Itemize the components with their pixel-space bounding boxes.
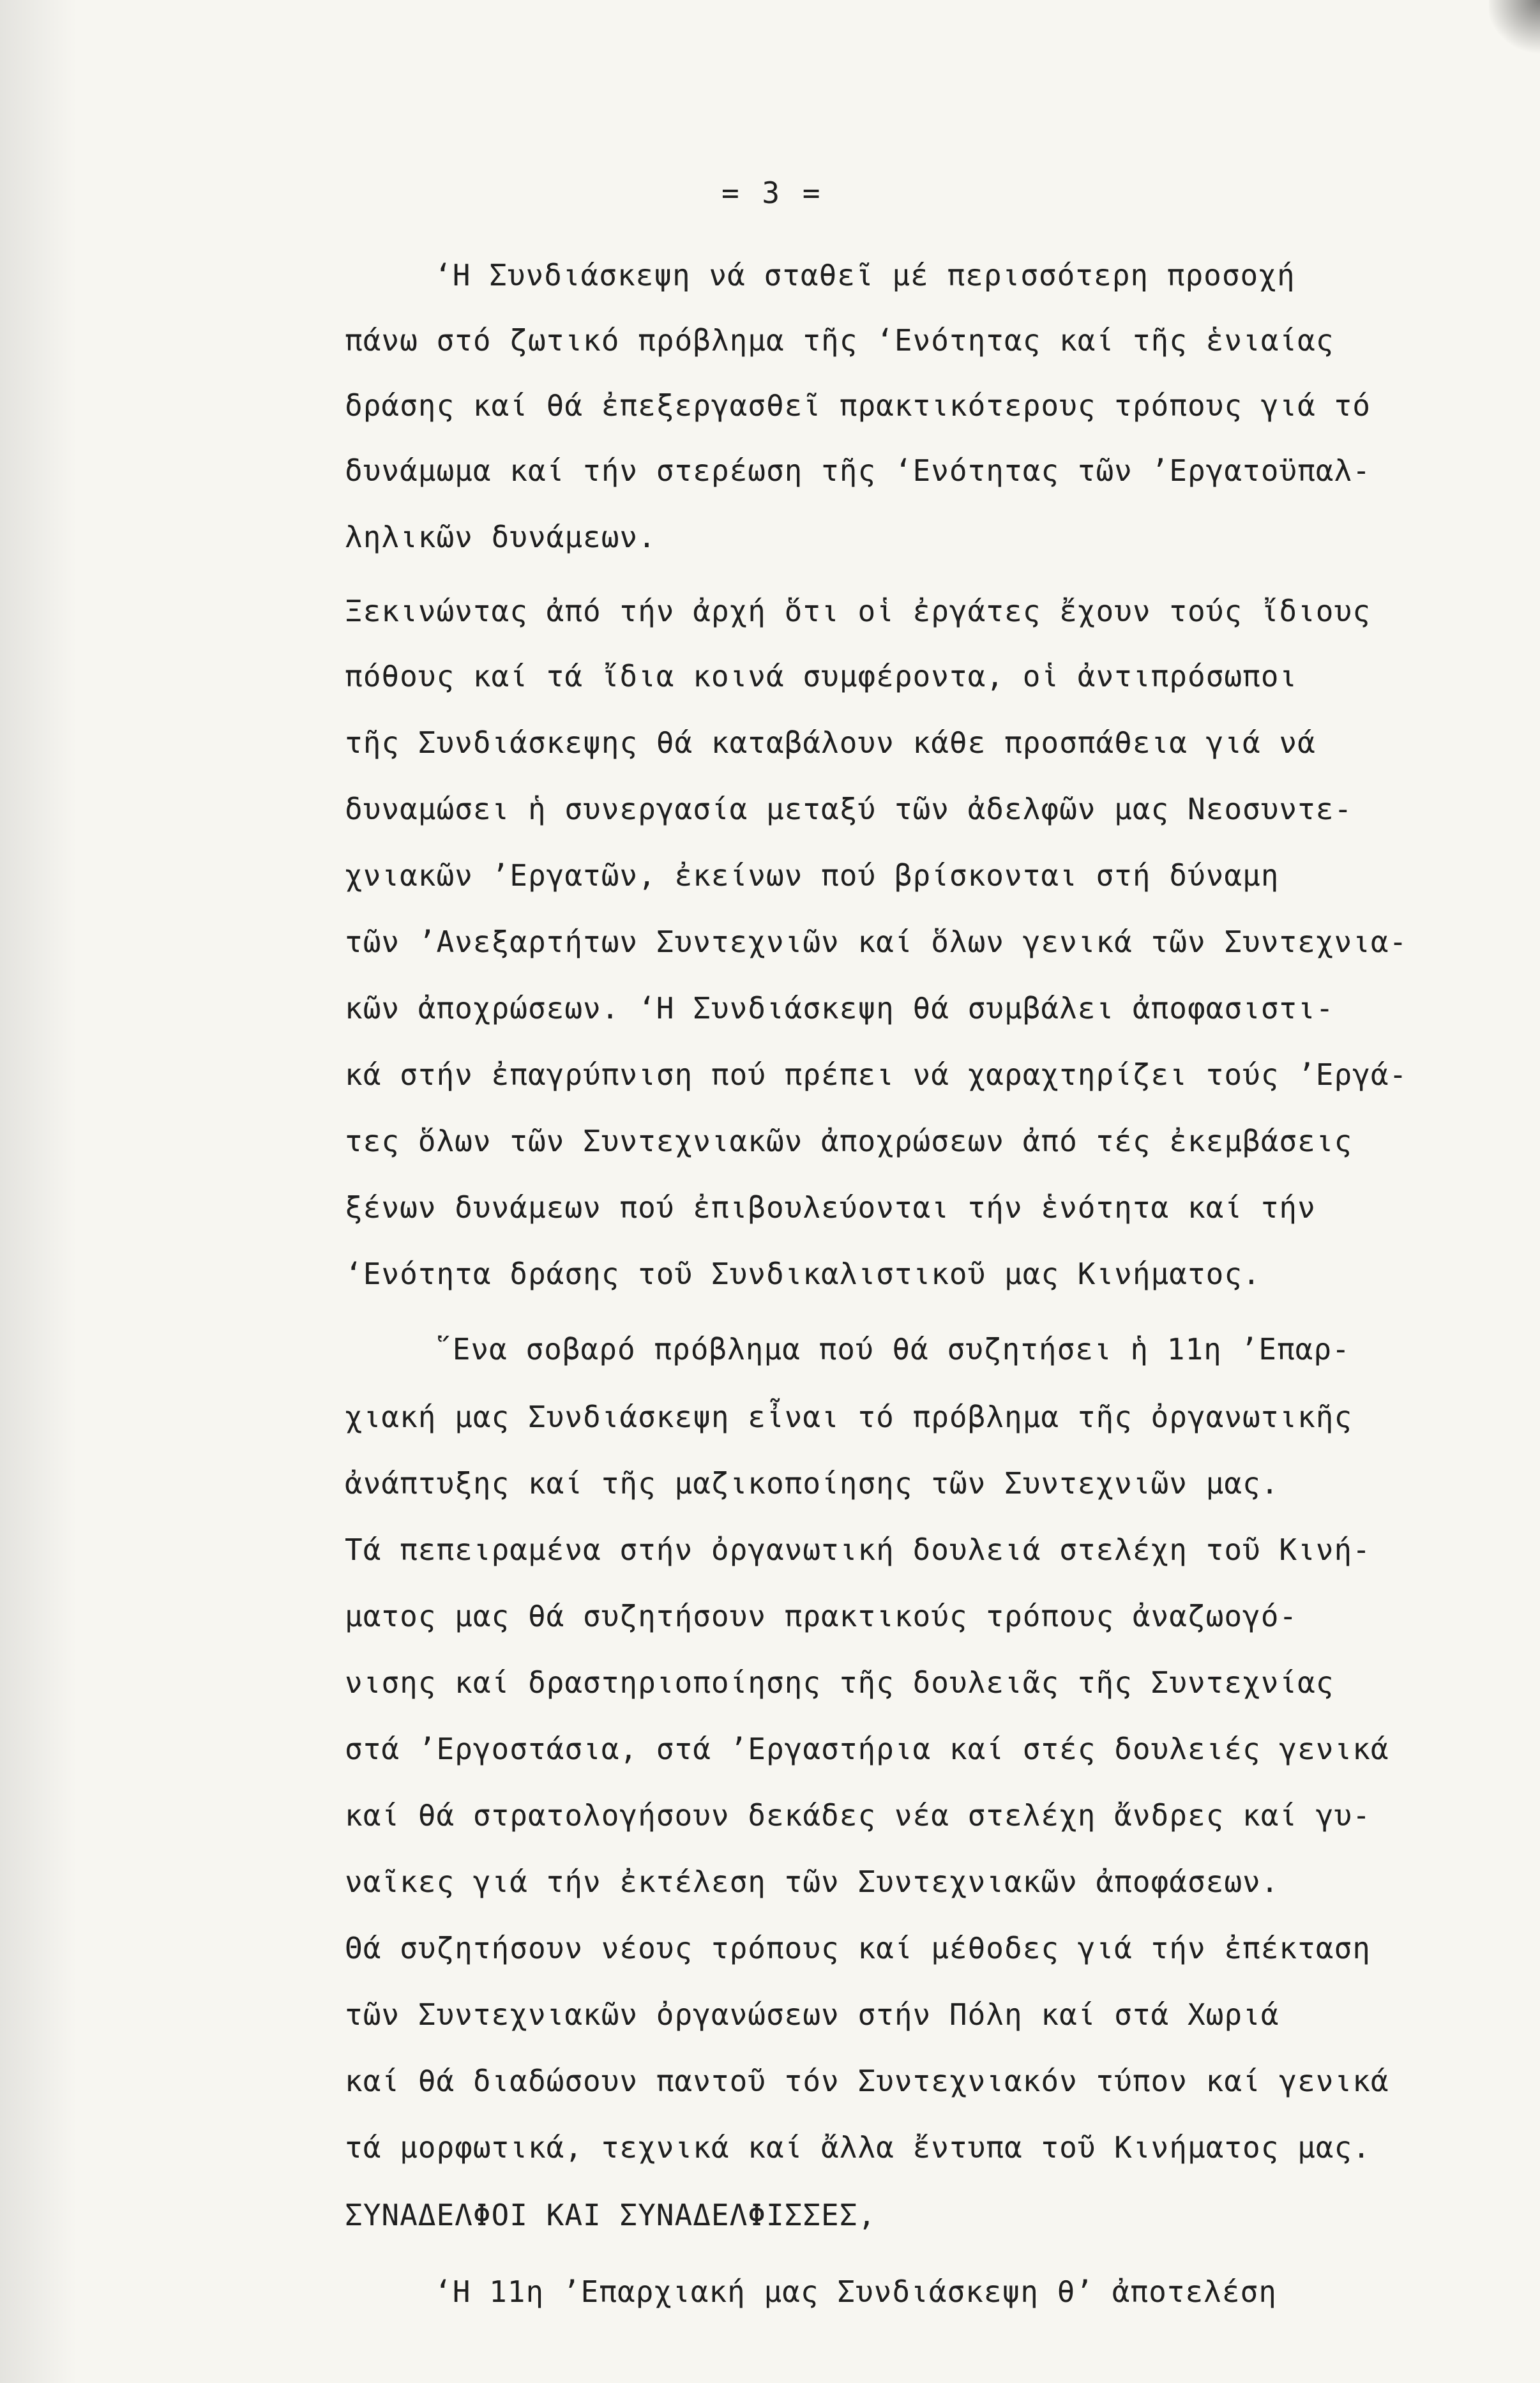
text-line: δυνάμωμα καί τήν στερέωση τῆς ‘Ενότητας τῶν ’Εργατοϋπαλ- bbox=[345, 453, 1371, 488]
text-line: καί θά στρατολογήσουν δεκάδες νέα στελέχη ἄνδρες καί γυ- bbox=[345, 1798, 1371, 1833]
scan-corner-mark bbox=[1489, 0, 1540, 57]
text-line: κά στήν ἐπαγρύπνιση πού πρέπει νά χαραχτηρίζει τούς ’Εργά- bbox=[345, 1057, 1408, 1092]
section-heading: ΣΥΝΑΔΕΛΦΟΙ ΚΑΙ ΣΥΝΑΔΕΛΦΙΣΣΕΣ, bbox=[345, 2198, 877, 2232]
text-line: πάνω στό ζωτικό πρόβλημα τῆς ‘Ενότητας καί τῆς ἑνιαίας bbox=[345, 323, 1334, 358]
text-line: χιακή μας Συνδιάσκεψη εἶναι τό πρόβλημα τῆς ὀργανωτικῆς bbox=[345, 1400, 1353, 1434]
text-line: ληλικῶν δυνάμεων. bbox=[345, 520, 656, 554]
text-line: δυναμώσει ἡ συνεργασία μεταξύ τῶν ἀδελφῶν μας Νεοσυντε- bbox=[345, 792, 1353, 826]
text-line: νισης καί δραστηριοποίησης τῆς δουλειᾶς τῆς Συντεχνίας bbox=[345, 1665, 1334, 1700]
text-line: χνιακῶν ’Εργατῶν, ἐκείνων πού βρίσκονται στή δύναμη bbox=[345, 858, 1280, 893]
text-line: Τά πεπειραμένα στήν ὀργανωτική δουλειά στελέχη τοῦ Κινή- bbox=[345, 1532, 1371, 1567]
page-number: = 3 = bbox=[721, 176, 823, 210]
text-line: ῞Ενα σοβαρό πρόβλημα πού θά συζητήσει ἡ 11η ’Επαρ- bbox=[434, 1332, 1350, 1366]
text-line: ναῖκες γιά τήν ἐκτέλεση τῶν Συντεχνιακῶν ἀποφάσεων. bbox=[345, 1865, 1280, 1899]
text-line: δράσης καί θά ἐπεξεργασθεῖ πρακτικότερους τρόπους γιά τό bbox=[345, 388, 1371, 423]
text-line: τῶν Συντεχνιακῶν ὀργανώσεων στήν Πόλη καί στά Χωριά bbox=[345, 1997, 1280, 2032]
text-line: τες ὅλων τῶν Συντεχνιακῶν ἀποχρώσεων ἀπό τές ἐκεμβάσεις bbox=[345, 1124, 1353, 1158]
text-line: κῶν ἀποχρώσεων. ‘Η Συνδιάσκεψη θά συμβάλει ἀποφασιστι- bbox=[345, 991, 1334, 1025]
text-line: ‘Η Συνδιάσκεψη νά σταθεῖ μέ περισσότερη προσοχή bbox=[434, 258, 1295, 292]
text-line: ‘Η 11η ’Επαρχιακή μας Συνδιάσκεψη θ’ ἀποτελέση bbox=[434, 2274, 1277, 2309]
text-line: στά ’Εργοστάσια, στά ’Εργαστήρια καί στές δουλειές γενικά bbox=[345, 1732, 1389, 1766]
text-line: ἀνάπτυξης καί τῆς μαζικοποίησης τῶν Συντεχνιῶν μας. bbox=[345, 1466, 1280, 1501]
text-line: τῆς Συνδιάσκεψης θά καταβάλουν κάθε προσπάθεια γιά νά bbox=[345, 725, 1316, 760]
text-line: ματος μας θά συζητήσουν πρακτικούς τρόπους ἀναζωογό- bbox=[345, 1599, 1298, 1633]
text-line: Θά συζητήσουν νέους τρόπους καί μέθοδες γιά τήν ἐπέκταση bbox=[345, 1931, 1371, 1965]
text-line: ‘Ενότητα δράσης τοῦ Συνδικαλιστικοῦ μας Κινήματος. bbox=[345, 1257, 1261, 1291]
text-line: καί θά διαδώσουν παντοῦ τόν Συντεχνιακόν τύπον καί γενικά bbox=[345, 2064, 1389, 2098]
text-line: τῶν ’Ανεξαρτήτων Συντεχνιῶν καί ὅλων γενικά τῶν Συντεχνια- bbox=[345, 925, 1408, 959]
text-line: τά μορφωτικά, τεχνικά καί ἄλλα ἔντυπα τοῦ Κινήματος μας. bbox=[345, 2130, 1371, 2165]
scan-edge-shadow bbox=[0, 0, 77, 2383]
text-line: ξένων δυνάμεων πού ἐπιβουλεύονται τήν ἑνότητα καί τήν bbox=[345, 1190, 1316, 1225]
text-line: Ξεκινώντας ἀπό τήν ἀρχή ὅτι οἱ ἐργάτες ἔχουν τούς ἴδιους bbox=[345, 594, 1371, 628]
text-line: πόθους καί τά ἴδια κοινά συμφέροντα, οἱ ἀντιπρόσωποι bbox=[345, 659, 1298, 693]
